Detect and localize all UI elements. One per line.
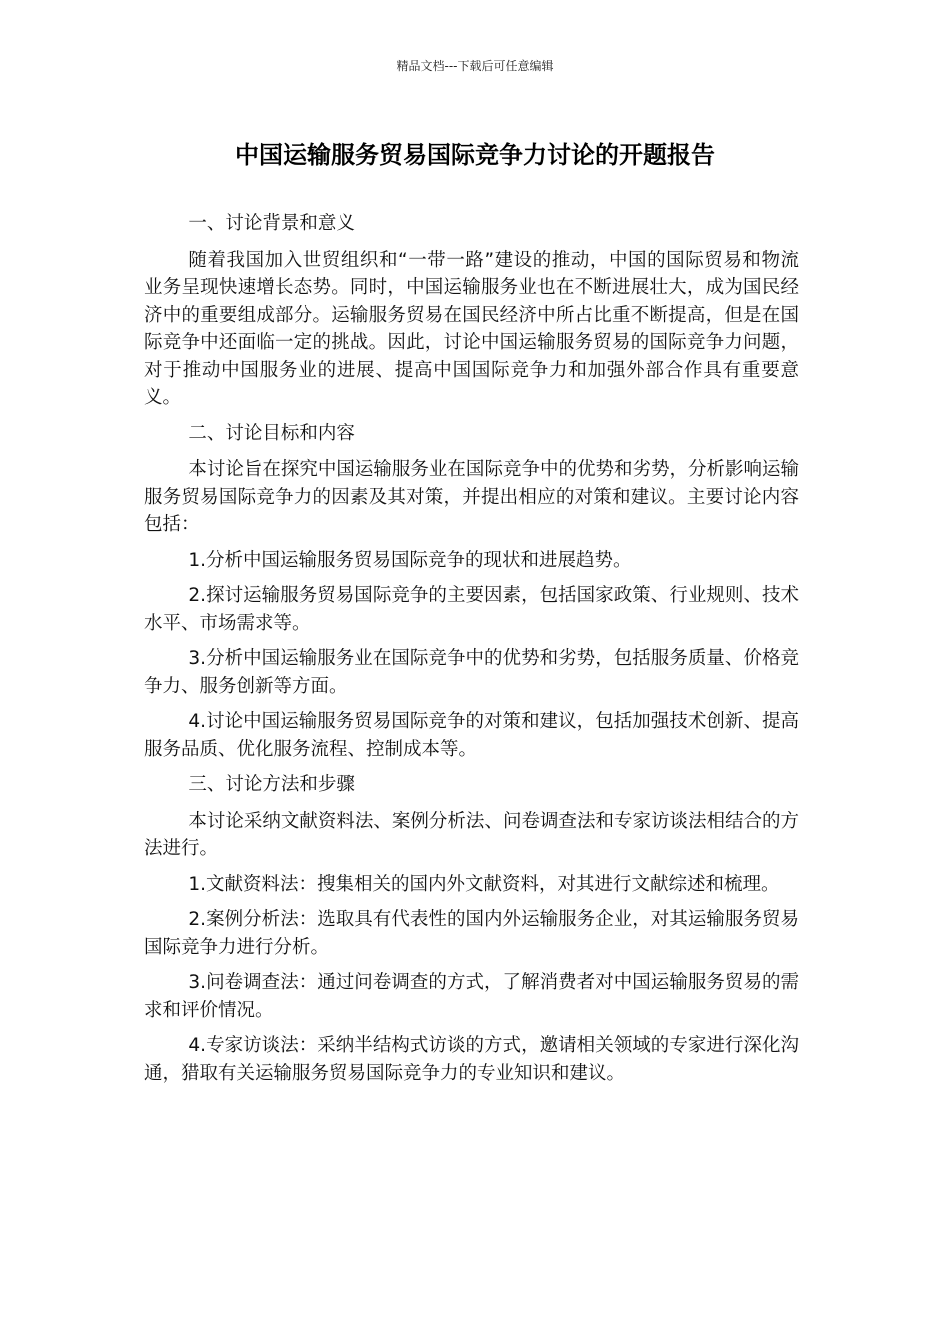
section-heading: 三、讨论方法和步骤 (188, 774, 355, 795)
list-item: 1.分析中国运输服务贸易国际竞争的现状和进展趋势。 (188, 549, 632, 571)
list-item: 3.问卷调查法：通过问卷调查的方式，了解消费者对中国运输服务贸易的需求和评价情况。 (144, 972, 799, 1021)
list-item: 1.文献资料法：搜集相关的国内外文献资料，对其进行文献综述和梳理。 (188, 873, 780, 895)
list-item: 4.讨论中国运输服务贸易国际竞争的对策和建议，包括加强技术创新、提高服务品质、优化服务流程、控制成本等。 (144, 711, 799, 760)
document-body (144, 210, 799, 1095)
paragraph: 本讨论旨在探究中国运输服务业在国际竞争中的优势和劣势，分析影响运输服务贸易国际竞争力的因素及其对策，并提出相应的对策和建议。主要讨论内容包括： (144, 459, 799, 535)
document-title: 中国运输服务贸易国际竞争力讨论的开题报告 (235, 141, 715, 169)
list-item: 3.分析中国运输服务业在国际竞争中的优势和劣势，包括服务质量、价格竞争力、服务创新等方面。 (144, 648, 799, 697)
list-item: 2.案例分析法：选取具有代表性的国内外运输服务企业，对其运输服务贸易国际竞争力进行分析。 (144, 909, 799, 958)
list-item: 4.专家访谈法：采纳半结构式访谈的方式，邀请相关领域的专家进行深化沟通，猎取有关运输服务贸易国际竞争力的专业知识和建议。 (144, 1035, 799, 1084)
section-heading: 一、讨论背景和意义 (188, 213, 355, 234)
list-item: 2.探讨运输服务贸易国际竞争的主要因素，包括国家政策、行业规则、技术水平、市场需求等。 (144, 585, 799, 634)
header-note: 精品文档---下载后可任意编辑 (396, 59, 554, 73)
paragraph: 本讨论采纳文献资料法、案例分析法、问卷调查法和专家访谈法相结合的方法进行。 (144, 810, 799, 859)
section-heading: 二、讨论目标和内容 (188, 422, 355, 444)
paragraph: 随着我国加入世贸组织和“一带一路”建设的推动，中国的国际贸易和物流业务呈现快速增长态势。同时，中国运输服务业也在不断进展壮大，成为国民经济中的重要组成部分。运输服务贸易在国民经济中所占比重不断提高，但是在国际竞争中还面临一定的挑战。因此，讨论中国运输服务贸易的国际竞争力问题，对于推动中国服务业的进展、提高中国国际竞争力和加强外部合作具有重要意义。 (144, 249, 799, 408)
